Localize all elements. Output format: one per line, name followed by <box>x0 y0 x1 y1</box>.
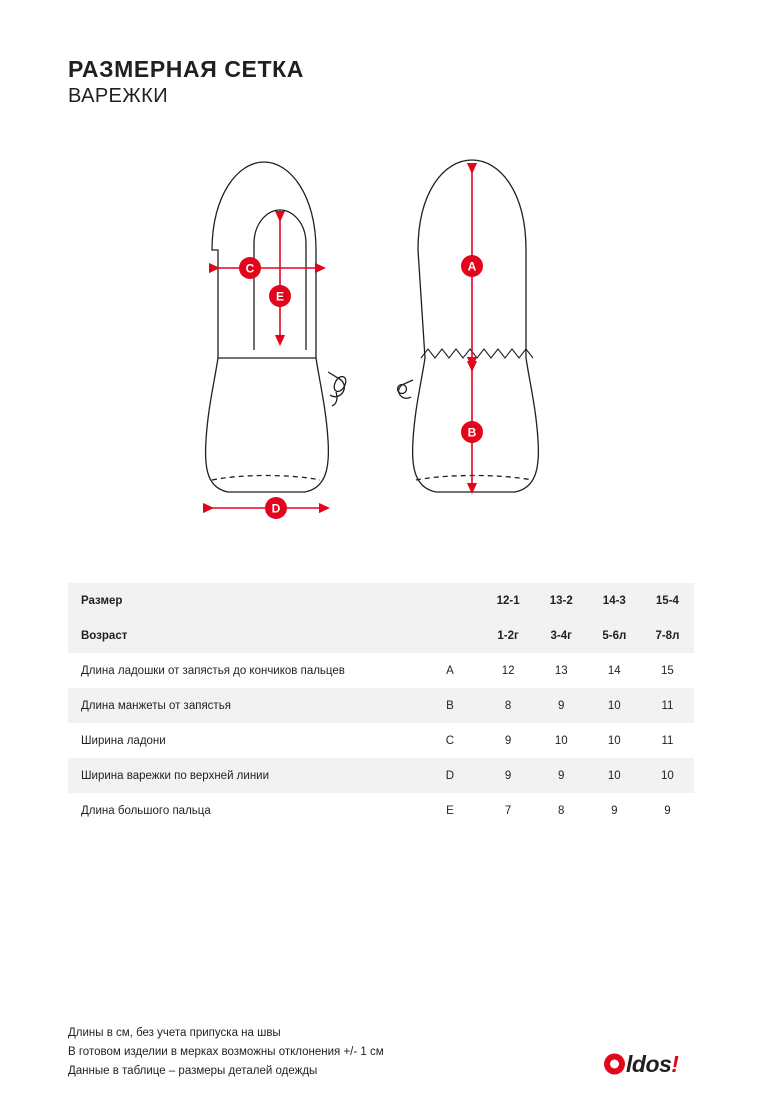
page-subtitle: ВАРЕЖКИ <box>68 85 168 107</box>
row-e-val-1: 7 <box>504 804 512 817</box>
row-b-val-2: 9 <box>535 688 588 723</box>
table-row <box>68 758 694 793</box>
row-letter-d: D <box>418 758 481 793</box>
logo-exclamation: ! <box>671 1050 679 1077</box>
footnote-2: В готовом изделии в мерках возможны отклонения +/- 1 см <box>68 1046 384 1058</box>
row-desc-a: Длина ладошки от запястья до кончиков пальцев <box>81 664 345 677</box>
measure-c-label: C <box>245 261 255 276</box>
table-row <box>68 688 694 723</box>
logo-wordmark <box>604 1051 678 1078</box>
measure-a-label: A <box>467 259 477 274</box>
row-c-val-2: 10 <box>554 734 568 747</box>
table-header-row-size <box>68 583 694 618</box>
footnote-3: Данные в таблице – размеры деталей одежды <box>68 1065 318 1077</box>
loop-icon <box>398 380 414 398</box>
logo-o-icon <box>604 1054 625 1075</box>
row-e-val-3: 9 <box>611 804 618 817</box>
header-label-size: Размер <box>68 583 418 618</box>
row-c-val-3: 10 <box>607 734 621 747</box>
row-letter-a: A <box>446 664 454 677</box>
row-a-val-3: 14 <box>607 664 621 677</box>
row-desc-e: Длина большого пальца <box>81 804 211 817</box>
clip-icon <box>328 372 348 406</box>
measure-b-label: B <box>467 425 477 440</box>
row-e-val-4: 9 <box>664 804 671 817</box>
header-letter-age <box>418 618 481 653</box>
table-row <box>68 793 694 828</box>
header-size-4: 15-4 <box>641 583 694 618</box>
size-table <box>68 583 694 828</box>
row-b-val-3: 10 <box>588 688 641 723</box>
row-letter-c: C <box>445 734 455 747</box>
header-size-3: 14-3 <box>588 583 641 618</box>
row-d-val-2: 9 <box>535 758 588 793</box>
header-age-1: 1-2г <box>482 618 535 653</box>
row-c-val-1: 9 <box>504 734 512 747</box>
table-row <box>68 723 694 758</box>
row-desc-b: Длина манжеты от запястья <box>68 688 418 723</box>
footnotes <box>68 1024 384 1081</box>
row-a-val-1: 12 <box>501 664 515 677</box>
page-title: РАЗМЕРНАЯ СЕТКА <box>68 56 304 82</box>
row-desc-d: Ширина варежки по верхней линии <box>68 758 418 793</box>
row-e-val-2: 8 <box>558 804 565 817</box>
header-size-2: 13-2 <box>535 583 588 618</box>
measure-d-label: D <box>271 501 281 516</box>
table-row <box>68 653 694 688</box>
row-a-val-4: 15 <box>661 664 674 677</box>
row-c-val-4: 11 <box>661 734 674 747</box>
header-size-1: 12-1 <box>482 583 535 618</box>
header-letter-size <box>418 583 481 618</box>
table-header-row-age <box>68 618 694 653</box>
logo-text: ldos <box>626 1050 672 1077</box>
header-age-2: 3-4г <box>535 618 588 653</box>
row-d-val-3: 10 <box>588 758 641 793</box>
mitten-front-outline <box>206 162 329 492</box>
header-age-3: 5-6л <box>588 618 641 653</box>
row-desc-c: Ширина ладони <box>81 734 166 747</box>
row-a-val-2: 13 <box>554 664 568 677</box>
row-d-val-4: 10 <box>641 758 694 793</box>
footnote-1: Длины в см, без учета припуска на швы <box>68 1027 281 1039</box>
header-age-4: 7-8л <box>641 618 694 653</box>
row-letter-b: B <box>418 688 481 723</box>
row-letter-e: E <box>446 804 454 817</box>
mitten-diagram <box>180 140 600 540</box>
measure-e-label: E <box>275 289 285 304</box>
header-label-age: Возраст <box>68 618 418 653</box>
row-b-val-4: 11 <box>641 688 694 723</box>
row-b-val-1: 8 <box>482 688 535 723</box>
row-d-val-1: 9 <box>482 758 535 793</box>
oldos-logo <box>604 1050 694 1078</box>
title-block <box>68 55 304 109</box>
